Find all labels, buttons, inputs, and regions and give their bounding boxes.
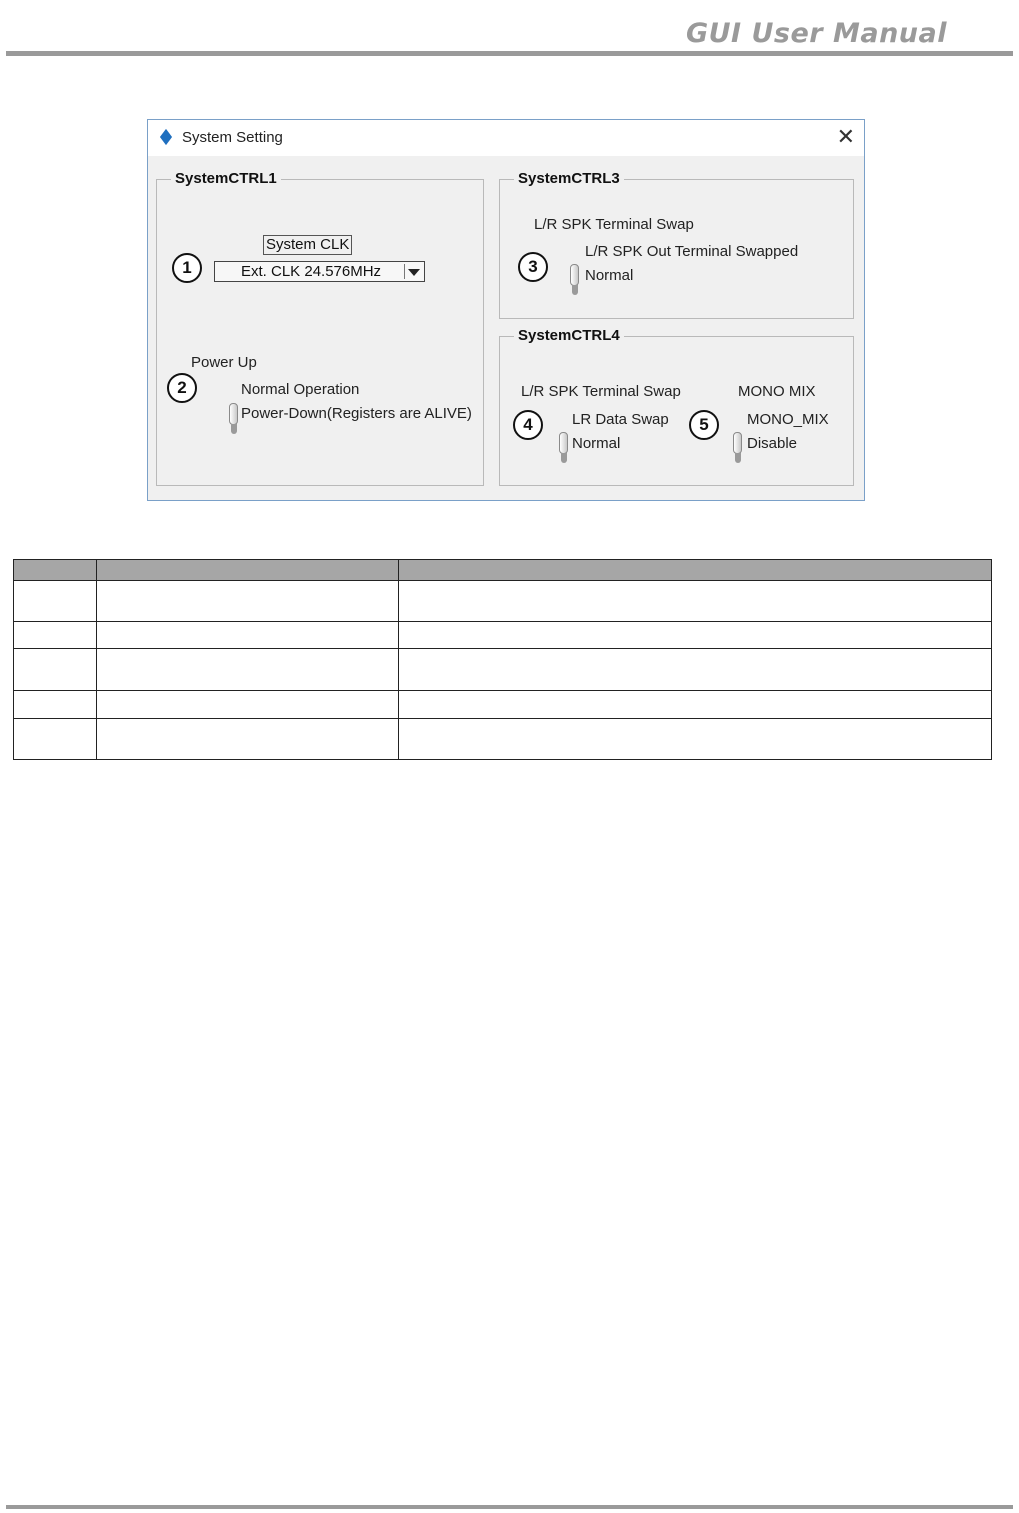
table-header-cell	[14, 560, 97, 581]
table-row	[14, 691, 992, 719]
callout-1: 1	[172, 253, 202, 283]
lr-swap-toggle[interactable]	[559, 432, 568, 454]
title-bar[interactable]	[148, 120, 864, 156]
group-legend: SystemCTRL3	[514, 170, 624, 188]
table-cell	[399, 691, 992, 719]
table-cell	[97, 622, 399, 649]
table-cell	[399, 719, 992, 760]
system-clk-dropdown[interactable]	[214, 261, 425, 282]
power-up-label: Power Up	[191, 354, 257, 371]
callout-5: 5	[689, 410, 719, 440]
table-cell	[14, 649, 97, 691]
header-title: GUI User Manual	[685, 18, 947, 49]
table-cell	[97, 719, 399, 760]
table-cell	[97, 691, 399, 719]
callout-3: 3	[518, 252, 548, 282]
power-opt-powerdown: Power-Down(Registers are ALIVE)	[241, 405, 472, 422]
table-cell	[14, 581, 97, 622]
spk-opt-normal: Normal	[585, 267, 634, 284]
table-cell	[14, 719, 97, 760]
spk-opt-swapped: L/R SPK Out Terminal Swapped	[585, 243, 799, 260]
app-icon	[160, 129, 172, 145]
callout-4: 4	[513, 410, 543, 440]
window-title: System Setting	[182, 129, 283, 146]
group-systemctrl1	[156, 170, 484, 486]
system-clk-value: Ext. CLK 24.576MHz	[241, 263, 382, 280]
description-table	[13, 559, 992, 760]
table-cell	[399, 622, 992, 649]
power-opt-normal: Normal Operation	[241, 381, 360, 398]
table-cell	[97, 581, 399, 622]
lr-swap-label: L/R SPK Terminal Swap	[521, 383, 681, 400]
power-up-toggle[interactable]	[229, 403, 238, 425]
group-systemctrl3	[499, 170, 854, 319]
lr-opt-normal: Normal	[572, 435, 621, 452]
callout-2: 2	[167, 373, 197, 403]
table-row	[14, 581, 992, 622]
table-row	[14, 649, 992, 691]
close-icon[interactable]: ✕	[836, 124, 855, 149]
spk-swap-toggle[interactable]	[570, 264, 579, 286]
header-rule	[6, 51, 1013, 56]
table-header-cell	[97, 560, 399, 581]
table-cell	[14, 691, 97, 719]
mono-mix-label: MONO MIX	[738, 383, 816, 400]
group-legend: SystemCTRL4	[514, 327, 624, 345]
table-cell	[399, 581, 992, 622]
table-header-cell	[399, 560, 992, 581]
chevron-down-icon[interactable]	[404, 264, 422, 279]
table-cell	[14, 622, 97, 649]
spk-swap-label: L/R SPK Terminal Swap	[534, 216, 694, 233]
table-row	[14, 622, 992, 649]
table-cell	[97, 649, 399, 691]
group-systemctrl4	[499, 327, 854, 486]
group-legend: SystemCTRL1	[171, 170, 281, 188]
system-clk-label: System CLK	[263, 235, 352, 255]
table-cell	[399, 649, 992, 691]
footer-rule	[6, 1505, 1013, 1509]
table-row	[14, 719, 992, 760]
mono-mix-toggle[interactable]	[733, 432, 742, 454]
table-header-row	[14, 560, 992, 581]
mono-opt-disable: Disable	[747, 435, 798, 452]
lr-opt-dataswap: LR Data Swap	[572, 411, 669, 428]
mono-opt-monomix: MONO_MIX	[747, 411, 829, 428]
system-setting-dialog	[147, 119, 865, 501]
